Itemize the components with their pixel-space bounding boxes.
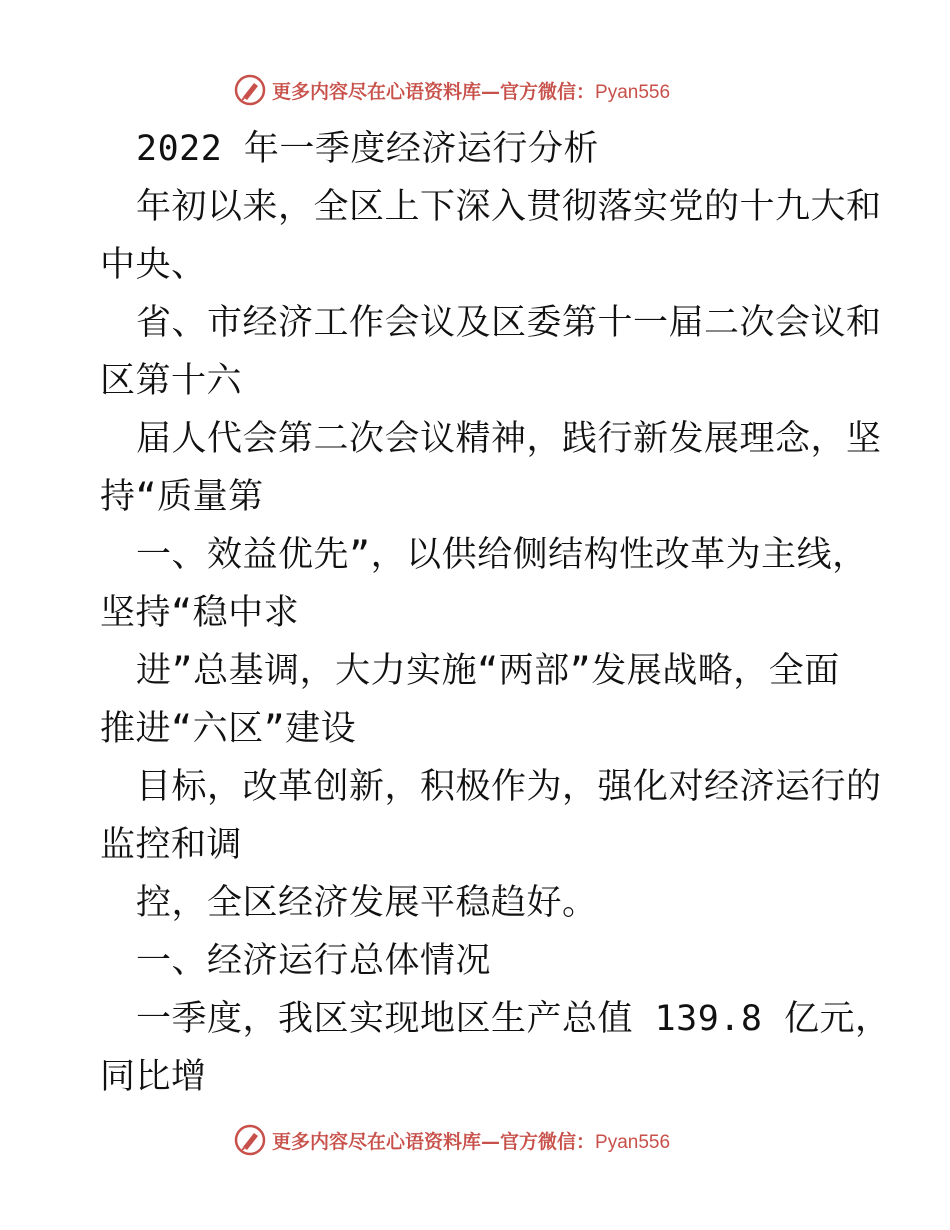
paragraph-line: 坚持“稳中求	[100, 593, 300, 633]
paragraph-line: 持“质量第	[100, 477, 264, 517]
paragraph-line: 目标，改革创新，积极作为，强化对经济运行的	[136, 767, 882, 807]
header-watermark	[234, 74, 670, 106]
paragraph-line: 区第十六	[100, 361, 243, 401]
pen-logo-icon	[234, 74, 266, 106]
watermark-wechat-id: Pyan556	[595, 81, 671, 103]
paragraph-line: 一季度，我区实现地区生产总值 139.8 亿元，	[136, 999, 891, 1039]
paragraph-line: 省、市经济工作会议及区委第十一届二次会议和	[136, 303, 882, 343]
section-heading: 一、经济运行总体情况	[136, 941, 492, 981]
paragraph-line: 年初以来，全区上下深入贯彻落实党的十九大和	[136, 187, 882, 227]
watermark-cn: 更多内容尽在心语资料库—官方微信：	[272, 1130, 596, 1153]
paragraph-line: 一、效益优先”，以供给侧结构性改革为主线，	[136, 535, 868, 575]
paragraph-line: 进”总基调，大力实施“两部”发展战略，全面	[136, 651, 840, 691]
watermark-text	[272, 1127, 670, 1154]
pen-logo-icon	[234, 1124, 266, 1156]
paragraph-line: 中央、	[100, 245, 207, 285]
footer-watermark	[234, 1124, 670, 1156]
paragraph-line: 届人代会第二次会议精神，践行新发展理念，坚	[136, 419, 882, 459]
watermark-cn: 更多内容尽在心语资料库—官方微信：	[272, 80, 596, 103]
paragraph-line: 同比增	[100, 1057, 207, 1097]
paragraph-line: 控，全区经济发展平稳趋好。	[136, 883, 598, 923]
paragraph-line: 推进“六区”建设	[100, 709, 357, 749]
document-title: 2022 年一季度经济运行分析	[136, 129, 599, 169]
watermark-text	[272, 77, 670, 104]
watermark-wechat-id: Pyan556	[595, 1131, 671, 1153]
paragraph-line: 监控和调	[100, 825, 243, 865]
